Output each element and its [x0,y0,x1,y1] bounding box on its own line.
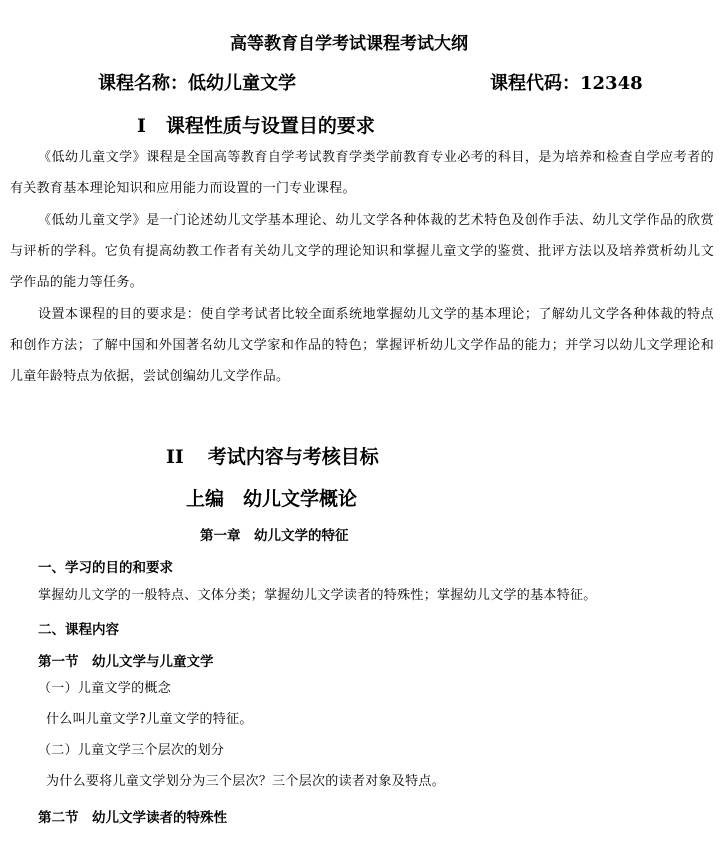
lesson1-heading: 第一节 幼儿文学与儿童文学 [38,654,214,670]
section2-numeral: II [166,446,184,468]
goals-text: 掌握幼儿文学的一般特点、文体分类；掌握幼儿文学读者的特殊性；掌握幼儿文学的基本特征。 [38,588,597,603]
item1-heading: （一）儿童文学的概念 [38,681,172,696]
section1-title: 课程性质与设置目的要求 [165,115,375,137]
content-heading: 二、课程内容 [38,622,119,638]
item1-text: 什么叫儿童文学?儿童文学的特征。 [46,712,253,727]
item2-text: 为什么要将儿童文学划分为三个层次？三个层次的读者对象及特点。 [46,774,446,789]
lesson2-heading: 第二节 幼儿文学读者的特殊性 [38,810,227,826]
goals-heading: 一、学习的目的和要求 [38,560,173,576]
section1-heading [137,111,375,138]
paragraph-1: 《低幼儿童文学》课程是全国高等教育自学考试教育学类学前教育专业必考的科目，是为培养和检查自学应考者的有关教育基本理论知识和应用能力而设置的一门专业课程。 [10,150,714,196]
course-code-label: 课程代码： [490,73,580,94]
chapter-heading: 第一章 幼儿文学的特征 [200,528,349,544]
part-heading: 上编 幼儿文学概论 [186,488,358,510]
section1-numeral: I [137,115,146,137]
item2-heading: （二）儿童文学三个层次的划分 [38,743,225,758]
paragraph-3: 设置本课程的目的要求是：使自学考试者比较全面系统地掌握幼儿文学的基本理论；了解幼儿文学各种体裁的特点和创作方法；了解中国和外国著名幼儿文学家和作品的特色；掌握评析幼儿文学作品的能力；并学习以幼儿文学理论和儿童年龄特点为依据，尝试创编幼儿文学作品。 [10,307,714,384]
section2-heading [166,442,379,469]
course-name: 课程名称：低幼儿童文学 [98,73,296,94]
course-code-value: 12348 [580,73,643,94]
course-code [490,69,643,95]
section2-title: 考试内容与考核目标 [207,446,379,468]
paragraph-2: 《低幼儿童文学》是一门论述幼儿文学基本理论、幼儿文学各种体裁的艺术特色及创作手法、幼儿文学作品的欣赏与评析的学科。它负有提高幼教工作者有关幼儿文学的理论知识和掌握儿童文学的鉴赏、批评方法以及培养赏析幼儿文学作品的能力等任务。 [10,213,714,290]
document-title: 高等教育自学考试课程考试大纲 [230,34,468,54]
